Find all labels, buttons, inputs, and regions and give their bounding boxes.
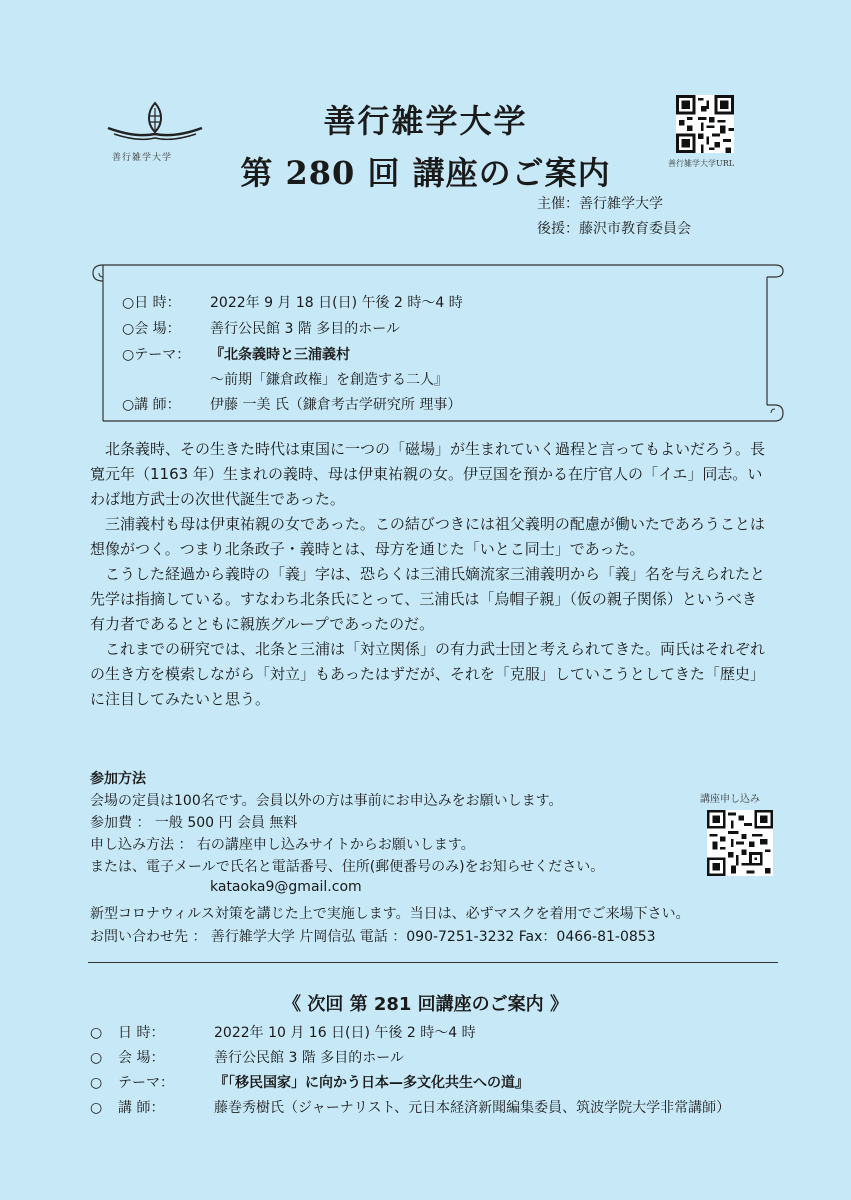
lecture-description: [90, 437, 770, 712]
page-subtitle: 第 280 回 講座のご案内: [240, 154, 611, 192]
next-venue: [90, 1047, 404, 1067]
event-theme-label: ○テーマ：: [122, 347, 191, 363]
bullet-circle: ○: [90, 1100, 103, 1116]
contact-info: お問い合わせ先 ： 善行雑学大学 片岡信弘 電話 ：090-7251-3232 Fax：0466-81-0853: [90, 929, 656, 945]
section-divider: [88, 962, 778, 963]
event-theme: [122, 344, 350, 364]
next-venue-label: 会 場：: [118, 1050, 165, 1066]
next-date-value: 2022年 10 月 16 日(日) 午後 2 時〜4 時: [214, 1025, 476, 1041]
capacity-text: 会場の定員は100名です。会員以外の方は事前にお申込みをお願いします。: [90, 793, 563, 809]
host-label: 主催：善行雑学大学: [537, 196, 663, 212]
paragraph: これまでの研究では、北条と三浦は「対立関係」の有力武士団と考えられてきた。両氏はそれぞれの生き方を模索しながら「対立」もあったはずだが、それを「克服」していこうとしてきた「歴史」に注目してみたいと思う。: [90, 640, 766, 708]
qr-url-caption: 善行雑学大学URL: [668, 159, 735, 168]
bullet-circle: ○: [90, 1050, 103, 1066]
next-theme-label: テーマ：: [118, 1075, 174, 1091]
support-label: 後援：藤沢市教育委員会: [537, 221, 691, 237]
next-date-label: 日 時：: [118, 1025, 165, 1041]
qr-code-url-icon[interactable]: [676, 95, 734, 153]
event-theme-line1: 『北条義時と三浦義村: [210, 347, 350, 363]
next-lecturer-value: 藤巻秀樹氏（ジャーナリスト、元日本経済新聞編集委員、筑波学院大学非常講師）: [214, 1100, 731, 1116]
paragraph: こうした経過から義時の「義」字は、恐らくは三浦氏嫡流家三浦義明から「義」名を与えられたと先学は指摘している。すなわち北条氏にとって、三浦氏は「烏帽子親」（仮の親子関係）というべき有力者であるとともに親族グループであったのだ。: [90, 565, 766, 633]
event-venue-label: ○会 場：: [122, 321, 181, 337]
next-lecturer: [90, 1097, 730, 1117]
covid-note: 新型コロナウィルス対策を講じた上で実施します。当日は、必ずマスクを着用でご来場下さい。: [90, 906, 690, 922]
bullet-circle: ○: [90, 1075, 103, 1091]
next-theme: [90, 1072, 529, 1092]
event-lecturer: [122, 394, 461, 414]
qr-apply-caption: 講座申し込み: [700, 794, 760, 805]
next-lecturer-label: 講 師：: [118, 1100, 165, 1116]
logo-caption: 善行雑学大学: [112, 153, 173, 163]
event-theme-line2: 〜前期「鎌倉政権」を創造する二人』: [210, 372, 448, 388]
fee-text: 参加費 ： 一般 500 円 会員 無料: [90, 815, 298, 831]
event-date-value: 2022年 9 月 18 日(日) 午後 2 時〜4 時: [210, 295, 463, 311]
next-venue-value: 善行公民館 3 階 多目的ホール: [214, 1050, 404, 1066]
email-link[interactable]: kataoka9@gmail.com: [210, 879, 362, 895]
email-note: または、電子メールで氏名と電話番号、住所(郵便番号のみ)をお知らせください。: [90, 859, 605, 875]
paragraph: 三浦義村も母は伊東祐親の女であった。この結びつきには祖父義明の配慮が働いたであろうことは想像がつく。つまり北条政子・義時とは、母方を通じた「いとこ同士」であった。: [90, 515, 765, 558]
event-date: [122, 292, 463, 312]
page-title: 善行雑学大学: [323, 102, 528, 140]
bullet-circle: ○: [90, 1025, 103, 1041]
event-lecturer-value: 伊藤 一美 氏（鎌倉考古学研究所 理事）: [210, 397, 462, 413]
next-theme-value: 『「移民国家」に向かう日本—多文化共生への道』: [214, 1075, 529, 1091]
next-date: [90, 1022, 476, 1042]
apply-text: 申し込み方法 ： 右の講座申し込みサイトからお願いします。: [90, 837, 475, 853]
event-venue-value: 善行公民館 3 階 多目的ホール: [210, 321, 400, 337]
next-lecture-title: 《 次回 第 281 回講座のご案内 》: [283, 994, 568, 1015]
participation-title: 参加方法: [90, 771, 146, 787]
event-lecturer-label: ○講 師：: [122, 397, 181, 413]
paragraph: 北条義時、その生きた時代は東国に一つの「磁場」が生まれていく過程と言ってもよいだろう。長寛元年（1163 年）生まれの義時、母は伊東祐親の女。伊豆国を預かる在庁官人の「イエ」同志。いわば地方武士の次世代誕生であった。: [90, 440, 766, 508]
qr-code-apply-icon[interactable]: [707, 810, 773, 876]
event-date-label: ○日 時：: [122, 295, 181, 311]
event-venue: [122, 318, 400, 338]
